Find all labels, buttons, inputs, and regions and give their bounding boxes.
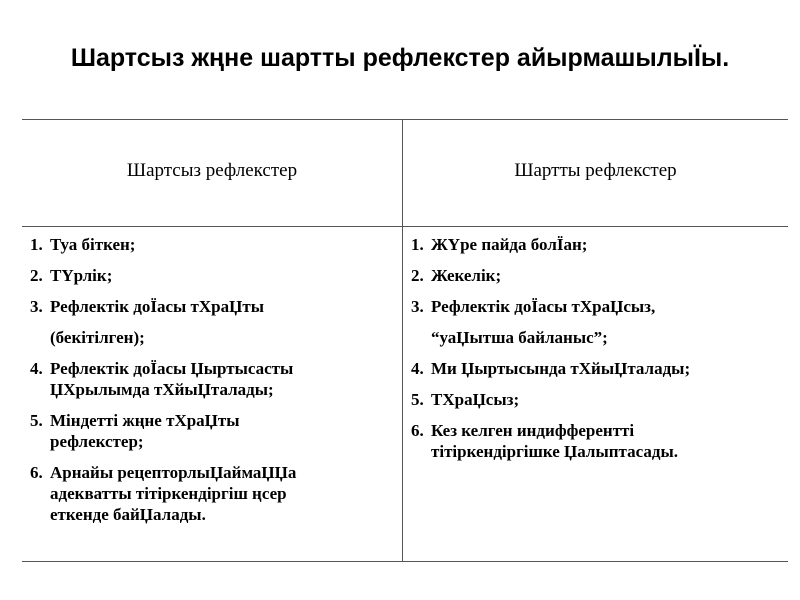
item-number: 2.: [411, 266, 424, 285]
item-number: 5.: [411, 390, 424, 409]
header-conditional: Шартты рефлекстер: [514, 160, 677, 181]
unconditional-item: [30, 327, 398, 348]
item-text: [431, 358, 783, 379]
item-text: [431, 296, 783, 317]
item-number: 4.: [30, 359, 43, 378]
item-line: Жекелік;: [431, 266, 502, 285]
item-line: ЏХрылымда тХйыЏталады;: [50, 380, 274, 399]
item-text: [50, 358, 398, 400]
item-text: [50, 410, 398, 452]
item-line: (бекітілген);: [50, 328, 145, 347]
item-text: [50, 234, 398, 255]
item-number: 6.: [30, 463, 43, 482]
unconditional-list: [30, 234, 398, 535]
item-line: Рефлектік доЇасы Џыртысасты: [50, 359, 294, 378]
item-line: Міндетті жңне тХраЏты: [50, 411, 240, 430]
item-number: 6.: [411, 421, 424, 440]
conditional-item: [411, 420, 783, 462]
item-text: [50, 327, 398, 348]
item-text: [50, 296, 398, 317]
unconditional-item: [30, 296, 398, 317]
item-line: ТҮрлік;: [50, 266, 113, 285]
conditional-item: [411, 327, 783, 348]
header-divider: [22, 226, 788, 227]
item-line: еткенде байЏалады.: [50, 505, 206, 524]
conditional-list: [411, 234, 783, 472]
header-unconditional: Шартсыз рефлекстер: [126, 160, 298, 181]
item-number: 5.: [30, 411, 43, 430]
item-text: [50, 462, 398, 525]
item-text: [50, 265, 398, 286]
unconditional-item: [30, 410, 398, 452]
item-number: 3.: [411, 297, 424, 316]
conditional-item: [411, 265, 783, 286]
item-number: 2.: [30, 266, 43, 285]
item-line: тітіркендіргішке Џалыптасады.: [431, 442, 678, 461]
item-line: Рефлектік доЇасы тХраЏты: [50, 297, 264, 316]
conditional-item: [411, 234, 783, 255]
conditional-item: [411, 296, 783, 317]
unconditional-item: [30, 265, 398, 286]
conditional-item: [411, 358, 783, 379]
item-line: Кез келген индифферентті: [431, 421, 635, 440]
item-text: [431, 420, 783, 462]
item-number: 3.: [30, 297, 43, 316]
item-number: 1.: [30, 235, 43, 254]
item-line: Туа біткен;: [50, 235, 136, 254]
item-text: [431, 234, 783, 255]
page-title: Шартсыз жңне шартты рефлекстер айырмашылыЇы.: [70, 44, 730, 72]
item-number: 4.: [411, 359, 424, 378]
item-text: [431, 389, 783, 410]
item-text: [431, 265, 783, 286]
item-line: “уаЏытша байланыс”;: [431, 328, 608, 347]
item-line: рефлекстер;: [50, 432, 144, 451]
item-line: Ми Џыртысында тХйыЏталады;: [431, 359, 691, 378]
column-divider: [402, 119, 403, 562]
item-line: ТХраЏсыз;: [431, 390, 520, 409]
unconditional-item: [30, 462, 398, 525]
unconditional-item: [30, 358, 398, 400]
item-line: Рефлектік доЇасы тХраЏсыз,: [431, 297, 656, 316]
item-line: ЖҮре пайда болЇан;: [431, 235, 588, 254]
item-line: адекватты тітіркендіргіш ңсер: [50, 484, 287, 503]
item-number: 1.: [411, 235, 424, 254]
item-line: Арнайы рецепторлыЏаймаЏЏа: [50, 463, 297, 482]
item-text: [431, 327, 783, 348]
conditional-item: [411, 389, 783, 410]
unconditional-item: [30, 234, 398, 255]
